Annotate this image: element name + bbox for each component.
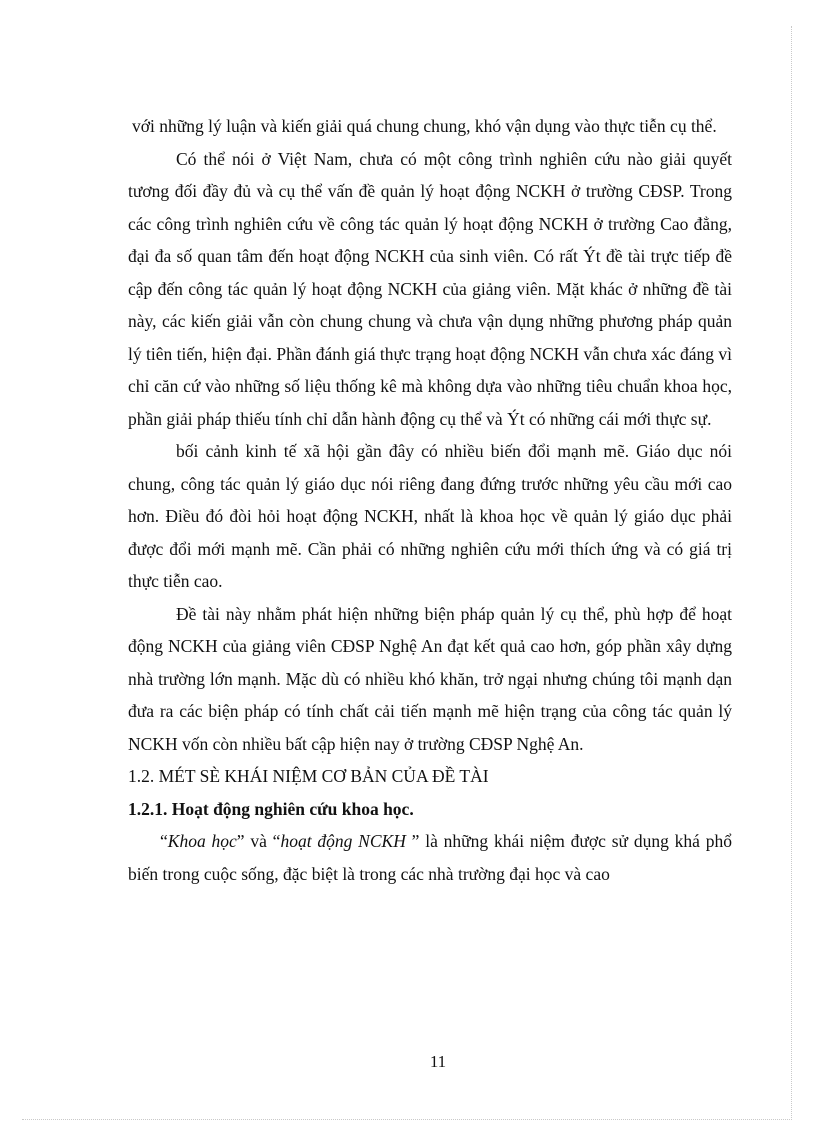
document-body	[128, 110, 732, 890]
term-hoat-dong-nckh: hoạt động NCKH	[280, 831, 406, 851]
page-number: 11	[429, 1052, 447, 1071]
paragraph-definitions	[128, 825, 732, 890]
paragraph-research-overview: Có thể nói ở Việt Nam, chưa có một công trình nghiên cứu nào giải quyết tương đối đầy đủ và cụ thể vấn đề quản lý hoạt động NCKH ở trường CĐSP. Trong các công trình nghiên cứu về công tác quản lý hoạt động NCKH ở trường Cao đẳng, đại đa số quan tâm đến hoạt động NCKH của sinh viên. Có rất Ýt đề tài trực tiếp đề cập đến công tác quản lý hoạt động NCKH của giảng viên. Mặt khác ở những đề tài này, các kiến giải vẫn còn chung chung và chưa vận dụng những phương pháp quản lý tiên tiến, hiện đại. Phần đánh giá thực trạng hoạt động NCKH vẫn chưa xác đáng vì chỉ căn cứ vào những số liệu thống kê mà không dựa vào những tiêu chuẩn khoa học, phần giải pháp thiếu tính chỉ dẫn hành động cụ thể và Ýt có những cái mới thực sự.	[128, 148, 732, 429]
quote-connector: ” và “	[236, 831, 281, 851]
paragraph-objective: Đề tài này nhằm phát hiện những biện pháp quản lý cụ thể, phù hợp để hoạt động NCKH của giảng viên CĐSP Nghệ An đạt kết quả cao hơn, góp phần xây dựng nhà trường lớn mạnh. Mặc dù có nhiều khó khăn, trở ngại nhưng chúng tôi mạnh dạn đưa ra các biện pháp có tính chất cải tiến mạnh mẽ hiện trạng của công tác quản lý NCKH vốn còn nhiều bất cập hiện nay ở trường CĐSP Nghệ An.	[128, 603, 732, 754]
open-quote: “	[160, 831, 168, 851]
paragraph-continuation: với những lý luận và kiến giải quá chung chung, khó vận dụng vào thực tiễn cụ thể.	[132, 116, 717, 136]
definition-text: ” là những khái niệm được sử dụng khá phổ biến trong cuộc sống, đặc biệt là trong các nhà trường đại học và cao	[128, 831, 732, 884]
subsection-heading: 1.2.1. Hoạt động nghiên cứu khoa học.	[128, 798, 414, 819]
term-khoa-hoc: Khoa học	[167, 831, 237, 851]
section-heading: 1.2. MÉT SÈ KHÁI NIỆM CƠ BẢN CỦA ĐỀ TÀI	[128, 766, 489, 786]
paragraph-context: bối cảnh kinh tế xã hội gần đây có nhiều biến đổi mạnh mẽ. Giáo dục nói chung, công tác quản lý giáo dục nói riêng đang đứng trước những yêu cầu mới cao hơn. Điều đó đòi hỏi hoạt động NCKH, nhất là khoa học về quản lý giáo dục phải được đổi mới mạnh mẽ. Cần phải có những nghiên cứu mới thích ứng và có giá trị thực tiễn cao.	[128, 441, 732, 591]
